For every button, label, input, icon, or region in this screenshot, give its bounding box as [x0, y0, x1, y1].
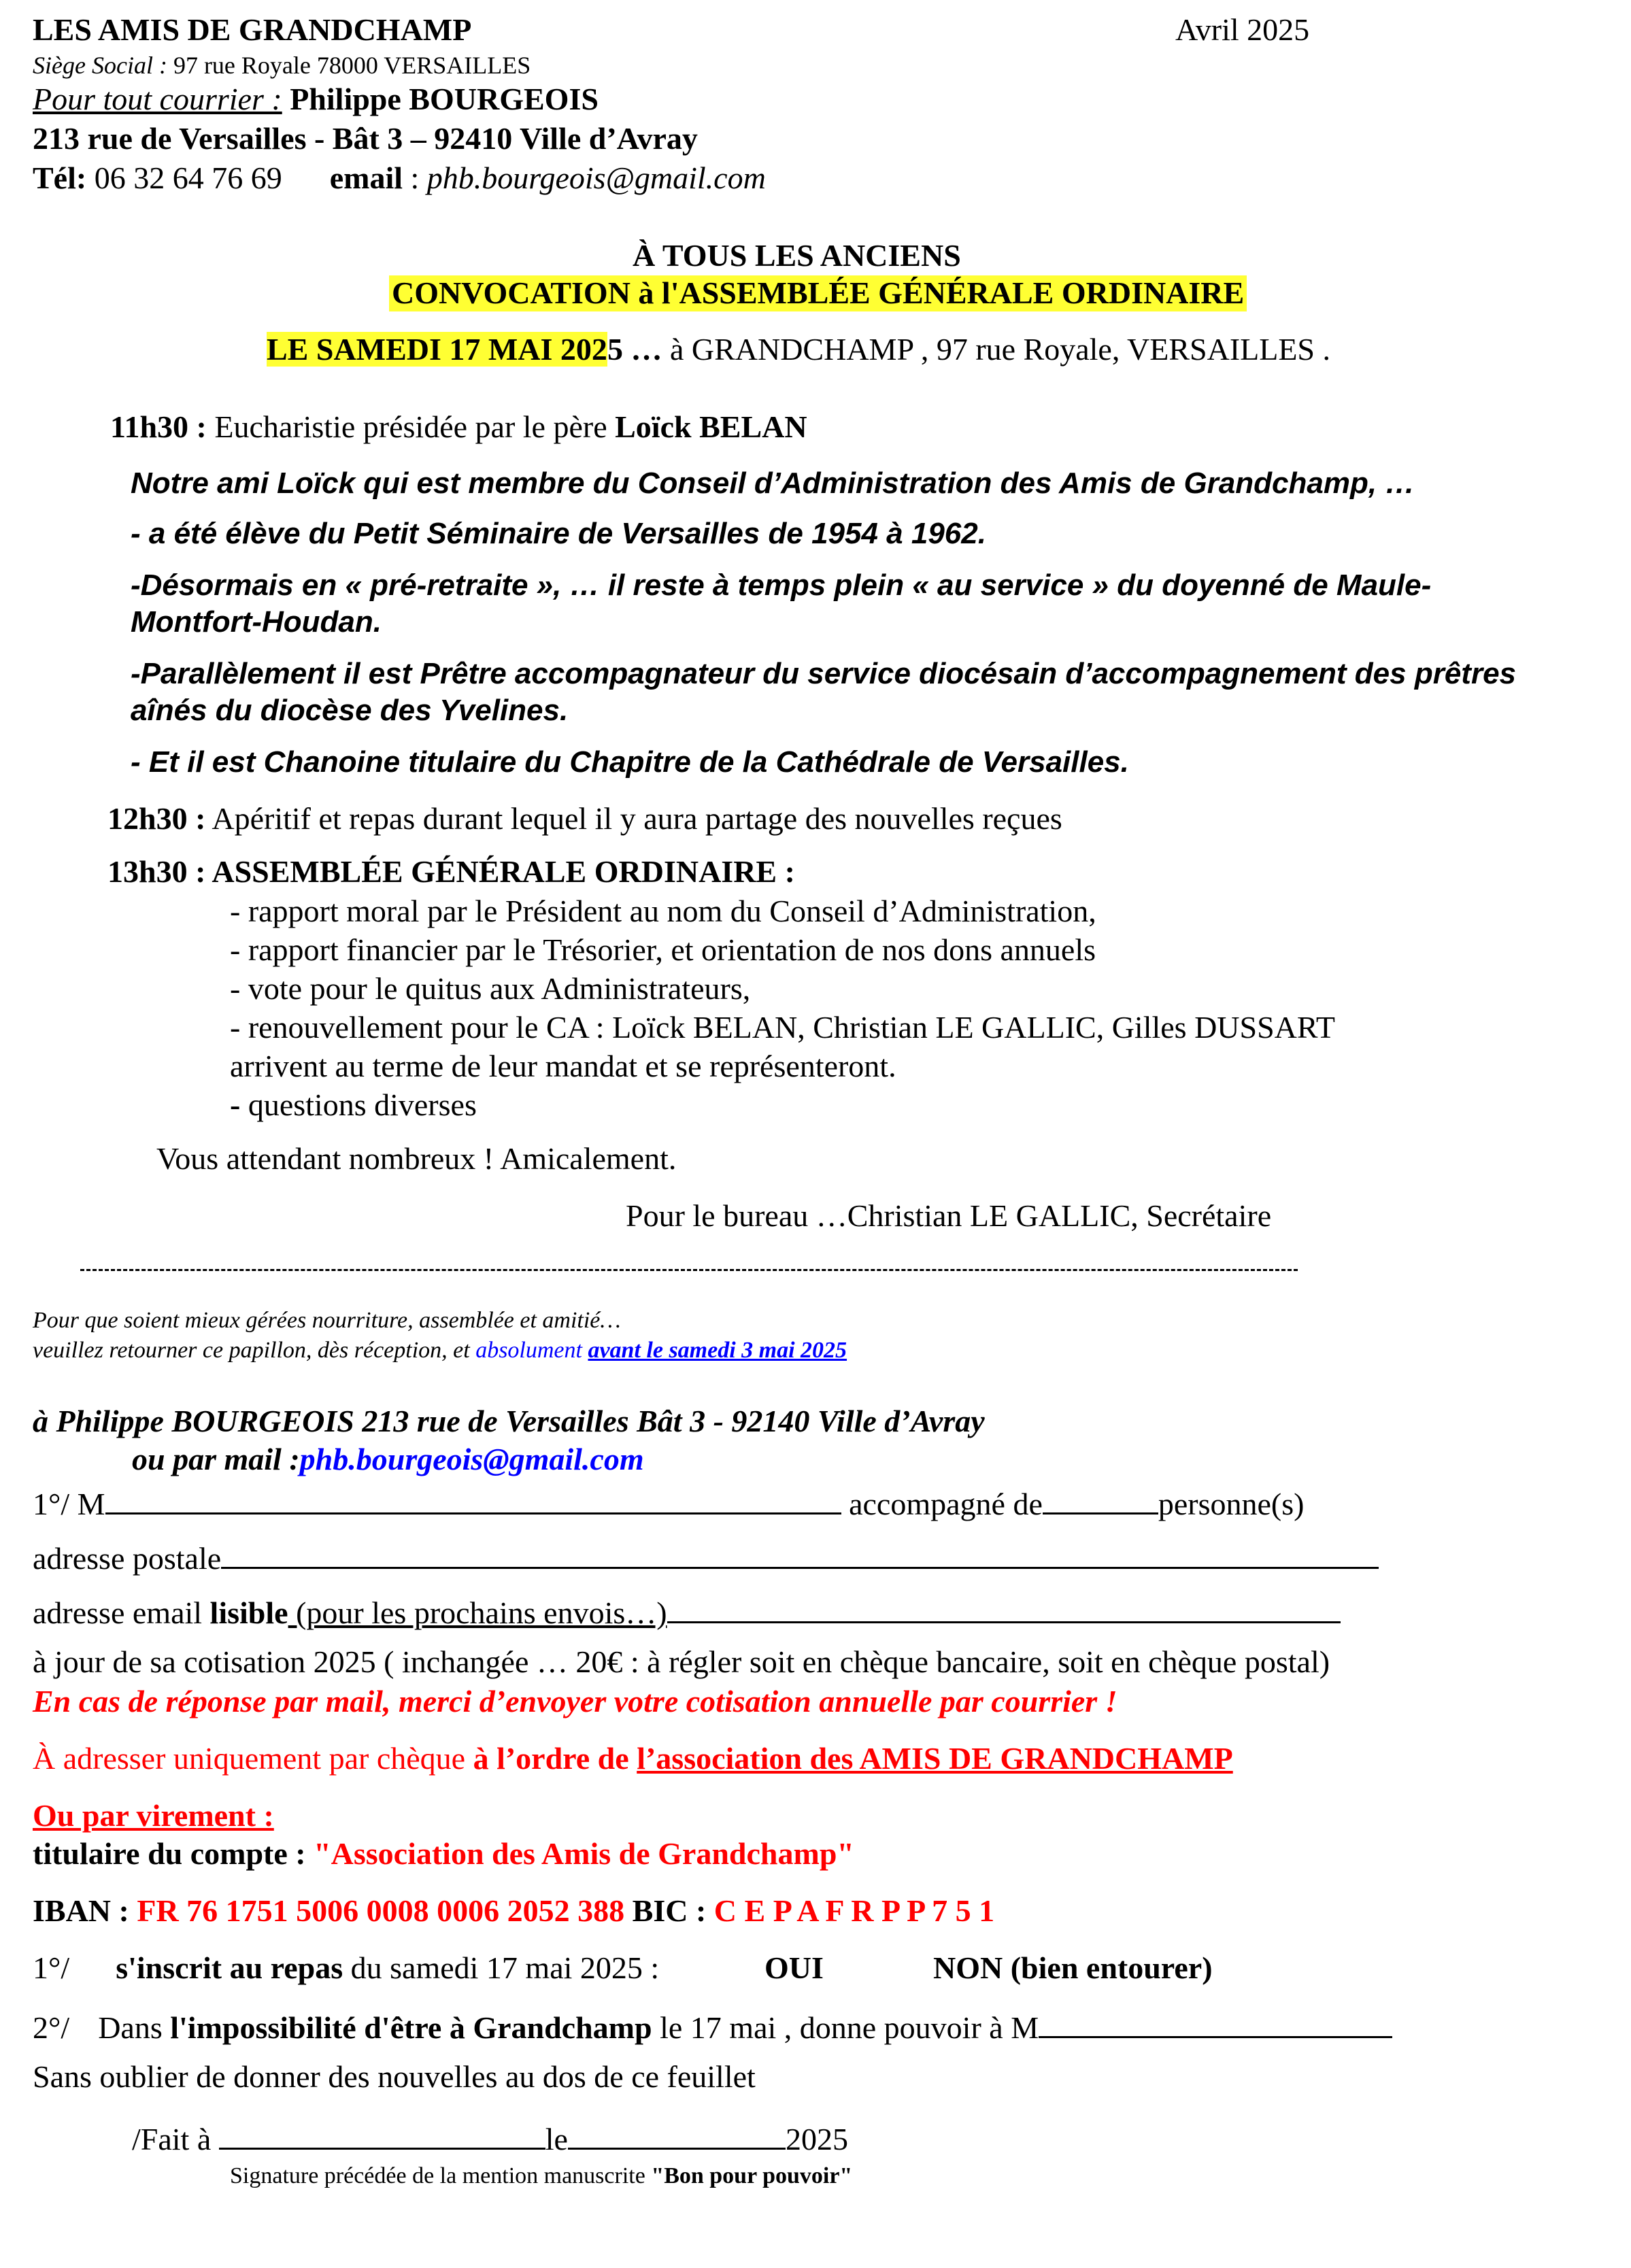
repas-line — [33, 1950, 659, 1986]
nouvelles-line: Sans oublier de donner des nouvelles au dos de ce feuillet — [33, 2059, 756, 2094]
non-option[interactable]: NON (bien entourer) — [933, 1950, 1213, 1985]
pouvoir-name-field[interactable] — [1039, 2005, 1392, 2038]
agenda-item: - rapport financier par le Trésorier, et orientation de nos dons annuels — [230, 932, 1096, 967]
cotisation-line: à jour de sa cotisation 2025 ( inchangée … 20€ : à régler soit en chèque bancaire, soit en chèque postal) — [33, 1644, 1330, 1679]
cheque-line — [33, 1741, 1233, 1777]
agenda-dash: - — [230, 1087, 241, 1122]
by-mail-label: ou par mail : — [132, 1442, 300, 1476]
cheque-order: à l’ordre de — [473, 1741, 637, 1776]
cut-line — [80, 1269, 1298, 1271]
courrier-line — [33, 82, 599, 118]
courrier-address: 213 rue de Versailles - Bât 3 – 92410 Ville d’Avray — [33, 121, 698, 156]
fait-label: /Fait à — [132, 2122, 219, 2156]
cheque-text: À adresser uniquement par chèque — [33, 1741, 473, 1776]
email-form-label: adresse email — [33, 1595, 210, 1630]
tel-label: Tél: — [33, 160, 87, 195]
pouvoir-line — [33, 2005, 1392, 2046]
intro-deadline: avant le samedi 3 mai 2025 — [588, 1338, 847, 1363]
virement-heading: Ou par virement : — [33, 1798, 274, 1833]
by-mail-address[interactable]: phb.bourgeois@gmail.com — [299, 1442, 644, 1476]
bio-line: aînés du diocèse des Yvelines. — [131, 694, 569, 727]
iban-value: FR 76 1751 5006 0008 0006 2052 388 — [137, 1893, 625, 1928]
pouvoir-bold: l'impossibilité d'être à Grandchamp — [170, 2010, 652, 2045]
org-name: LES AMIS DE GRANDCHAMP — [33, 12, 472, 47]
form-intro-1: Pour que soient mieux gérées nourriture, assemblée et amitié… — [33, 1308, 621, 1333]
bio-line: Montfort-Houdan. — [131, 605, 382, 639]
iban-line — [33, 1893, 994, 1929]
agenda-item: - vote pour le quitus aux Administrateurs, — [230, 971, 751, 1006]
iban-label: IBAN : — [33, 1893, 137, 1928]
titulaire-value: "Association des Amis de Grandchamp" — [314, 1836, 854, 1871]
form-name-line — [33, 1481, 1304, 1523]
email-note: (pour les prochains envois…) — [288, 1595, 667, 1630]
program-1330-heading: 13h30 : ASSEMBLÉE GÉNÉRALE ORDINAIRE : — [107, 854, 795, 889]
title-convocation: CONVOCATION à l'ASSEMBLÉE GÉNÉRALE ORDINAIRE — [389, 275, 1247, 311]
titulaire-label: titulaire du compte : — [33, 1836, 314, 1871]
repas-bold: s'inscrit au repas — [116, 1950, 343, 1985]
bio-line: -Désormais en « pré-retraite », … il reste à temps plein « au service » du doyenné de Maule- — [131, 569, 1432, 602]
bio-line: -Parallèlement il est Prêtre accompagnateur du service diocésain d’accompagnement des prêtres — [131, 657, 1517, 690]
time-1130: 11h30 : — [110, 409, 207, 444]
siege-label: Siège Social : — [33, 52, 167, 79]
form-intro-2 — [33, 1337, 847, 1364]
bio-line: Notre ami Loïck qui est membre du Conseil d’Administration des Amis de Grandchamp, … — [131, 467, 1415, 500]
pouvoir-text-b: le 17 mai , donne pouvoir à M — [652, 2010, 1039, 2045]
postal-field[interactable] — [221, 1536, 1379, 1569]
agenda-item — [230, 1087, 477, 1123]
pouvoir-number: 2°/ — [33, 2010, 70, 2045]
fait-date-field[interactable] — [568, 2116, 786, 2150]
fait-le-label: le — [545, 2122, 568, 2156]
signature-line: Pour le bureau …Christian LE GALLIC, Secrétaire — [626, 1198, 1272, 1233]
fait-line — [132, 2116, 848, 2158]
cheque-payee: l’association des AMIS DE GRANDCHAMP — [637, 1741, 1233, 1776]
bic-value: C E P A F R P P 7 5 1 — [713, 1893, 995, 1928]
intro-absolument: absolument — [475, 1338, 582, 1363]
send-to: à Philippe BOURGEOIS 213 rue de Versailles Bât 3 - 92140 Ville d’Avray — [33, 1404, 985, 1438]
tel-number: 06 32 64 76 69 — [86, 160, 282, 195]
courrier-label: Pour tout courrier : — [33, 82, 282, 116]
time-1230: 12h30 : — [107, 801, 206, 836]
email-label: email — [329, 160, 403, 195]
email-field[interactable] — [667, 1590, 1341, 1623]
fait-year: 2025 — [785, 2122, 848, 2156]
persons-label: personne(s) — [1158, 1487, 1305, 1521]
accompagne-label: accompagné de — [841, 1487, 1043, 1521]
document-date: Avril 2025 — [1175, 12, 1310, 47]
bio-line: - a été élève du Petit Séminaire de Versailles de 1954 à 1962. — [131, 517, 986, 550]
repas-number: 1°/ — [33, 1950, 70, 1985]
sig-note-bold: "Bon pour pouvoir" — [651, 2163, 853, 2188]
bio-line: - Et il est Chanoine titulaire du Chapitre de la Cathédrale de Versailles. — [131, 745, 1129, 779]
email-separator: : — [403, 160, 427, 195]
agenda-last-text: questions diverses — [240, 1087, 477, 1122]
bic-label: BIC : — [624, 1893, 714, 1928]
name-field[interactable] — [105, 1481, 841, 1514]
eucharistie-text: Eucharistie présidée par le père — [206, 409, 616, 444]
email-lisible: lisible — [209, 1595, 288, 1630]
form-email-line — [33, 1590, 1341, 1631]
courrier-name: Philippe BOURGEOIS — [282, 82, 599, 116]
pouvoir-text-a: Dans — [98, 2010, 171, 2045]
agenda-item: - rapport moral par le Président au nom du Conseil d’Administration, — [230, 894, 1096, 928]
form-postal-line — [33, 1536, 1379, 1577]
siege-line — [33, 52, 531, 80]
date-highlight: LE SAMEDI 17 MAI 202 — [267, 332, 607, 367]
sig-note-text: Signature précédée de la mention manuscrite — [230, 2163, 652, 2188]
agenda-item: - renouvellement pour le CA : Loïck BELAN, Christian LE GALLIC, Gilles DUSSART — [230, 1010, 1335, 1045]
fait-place-field[interactable] — [219, 2116, 545, 2150]
postal-label: adresse postale — [33, 1541, 222, 1576]
oui-option[interactable]: OUI — [764, 1950, 824, 1985]
name-label: 1°/ M — [33, 1487, 105, 1521]
contact-line — [33, 160, 766, 197]
email-address[interactable]: phb.bourgeois@gmail.com — [426, 160, 766, 195]
program-1230 — [107, 801, 1062, 837]
program-1130 — [110, 409, 807, 445]
date-rest: 5 … — [607, 332, 662, 367]
mail-warning: En cas de réponse par mail, merci d’envoyer votre cotisation annuelle par courrier ! — [33, 1684, 1117, 1719]
closing-text: Vous attendant nombreux ! Amicalement. — [156, 1141, 677, 1176]
signature-note — [230, 2163, 852, 2189]
siege-address: 97 rue Royale 78000 VERSAILLES — [167, 52, 531, 79]
intro-text: veuillez retourner ce papillon, dès réception, et — [33, 1338, 476, 1363]
date-place: à GRANDCHAMP , 97 rue Royale, VERSAILLES . — [662, 332, 1331, 367]
title-anciens: À TOUS LES ANCIENS — [633, 238, 961, 273]
persons-count-field[interactable] — [1043, 1481, 1158, 1514]
agenda-item: arrivent au terme de leur mandat et se représenteront. — [230, 1049, 896, 1083]
by-mail-line — [132, 1442, 644, 1478]
repas-text: du samedi 17 mai 2025 : — [343, 1950, 660, 1985]
priest-name: Loïck BELAN — [615, 409, 807, 444]
aperitif-text: Apéritif et repas durant lequel il y aura partage des nouvelles reçues — [205, 801, 1062, 836]
title-date-line — [267, 332, 1330, 368]
titulaire-line — [33, 1836, 854, 1872]
